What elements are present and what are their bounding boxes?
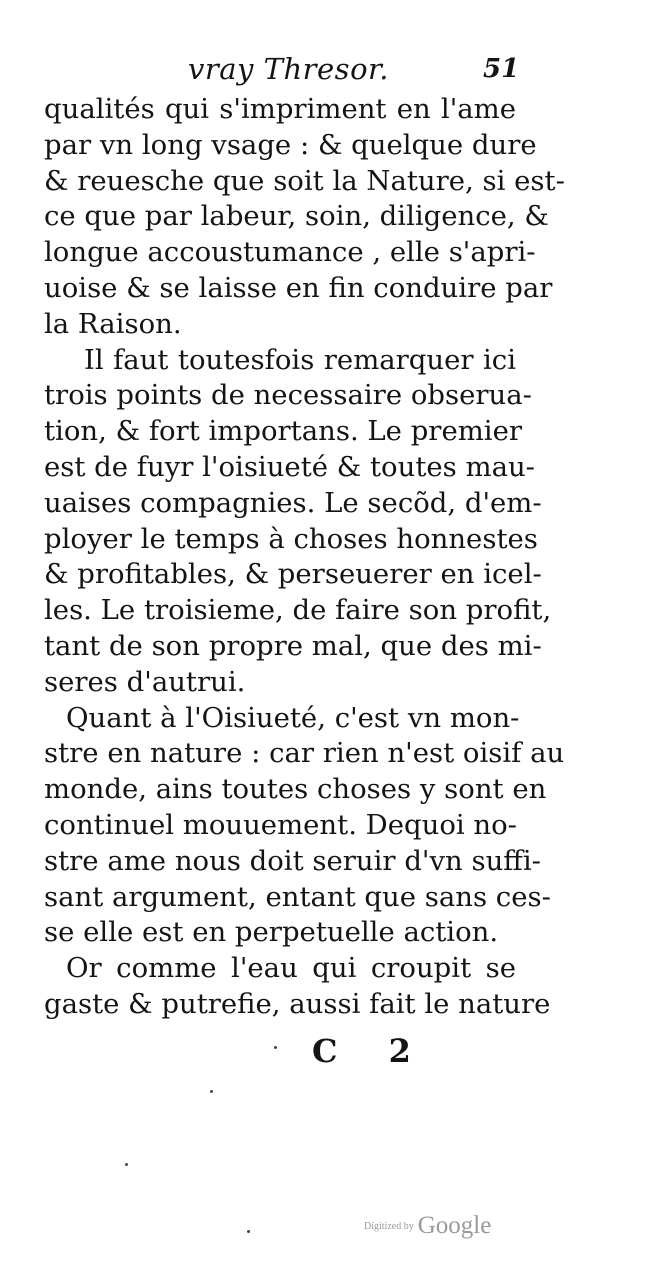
watermark-logo-text: Google (417, 1212, 492, 1239)
running-head: vray Thresor. (188, 52, 389, 86)
body-text (44, 92, 565, 1023)
text-line: stre en nature : car rien n'est oisif au (44, 737, 565, 770)
text-line: se elle est en perpetuelle action. (44, 916, 499, 949)
text-line: uoise & se laisse en fin conduire par (44, 271, 553, 304)
text-line: ce que par labeur, soin, diligence, & (44, 200, 549, 233)
text-line: & reuesche que soit la Nature, si est- (44, 164, 565, 197)
ink-speck (274, 1046, 277, 1049)
ink-speck (125, 1163, 128, 1166)
watermark-prefix: Digitized by (364, 1220, 414, 1232)
paragraph-start-line: Il faut toutesfois remarquer ici (84, 343, 516, 376)
text-line: ployer le temps à choses honnestes (44, 522, 538, 555)
text-line: gaste & putrefie, aussi fait le nature (44, 987, 551, 1020)
digitization-watermark (364, 1212, 491, 1240)
ink-speck (210, 1090, 213, 1093)
text-line: monde, ains toutes choses y sont en (44, 773, 547, 806)
text-line: les. Le troisieme, de faire son profit, (44, 594, 552, 627)
text-line: est de fuyr l'oisiueté & toutes mau- (44, 450, 535, 483)
signature-mark: C 2 (312, 1032, 431, 1070)
ink-speck (247, 1230, 250, 1233)
text-line: longue accoustumance , elle s'apri- (44, 236, 536, 269)
text-line: sant argument, entant que sans ces- (44, 880, 551, 913)
text-line: tion, & fort importans. Le premier (44, 415, 523, 448)
text-line: continuel mouuement. Dequoi no- (44, 808, 517, 841)
paragraph-start-line: Quant à l'Oisiueté, c'est vn mon- (66, 701, 520, 734)
text-line: seres d'autrui. (44, 665, 246, 698)
text-line: qualités qui s'impriment en l'ame (44, 93, 516, 125)
text-line: la Raison. (44, 307, 182, 340)
page-number: 51 (483, 54, 520, 84)
text-line: tant de son propre mal, que des mi- (44, 629, 542, 662)
text-line: trois points de necessaire obserua- (44, 379, 532, 412)
text-line: uaises compagnies. Le secõd, d'em- (44, 486, 542, 519)
text-line: par vn long vsage : & quelque dure (44, 128, 537, 161)
text-line: & profitables, & perseuerer en icel- (44, 558, 542, 591)
paragraph-start-line: Or comme l'eau qui croupit se (66, 952, 516, 985)
text-line: stre ame nous doit seruir d'vn suffi- (44, 844, 541, 877)
